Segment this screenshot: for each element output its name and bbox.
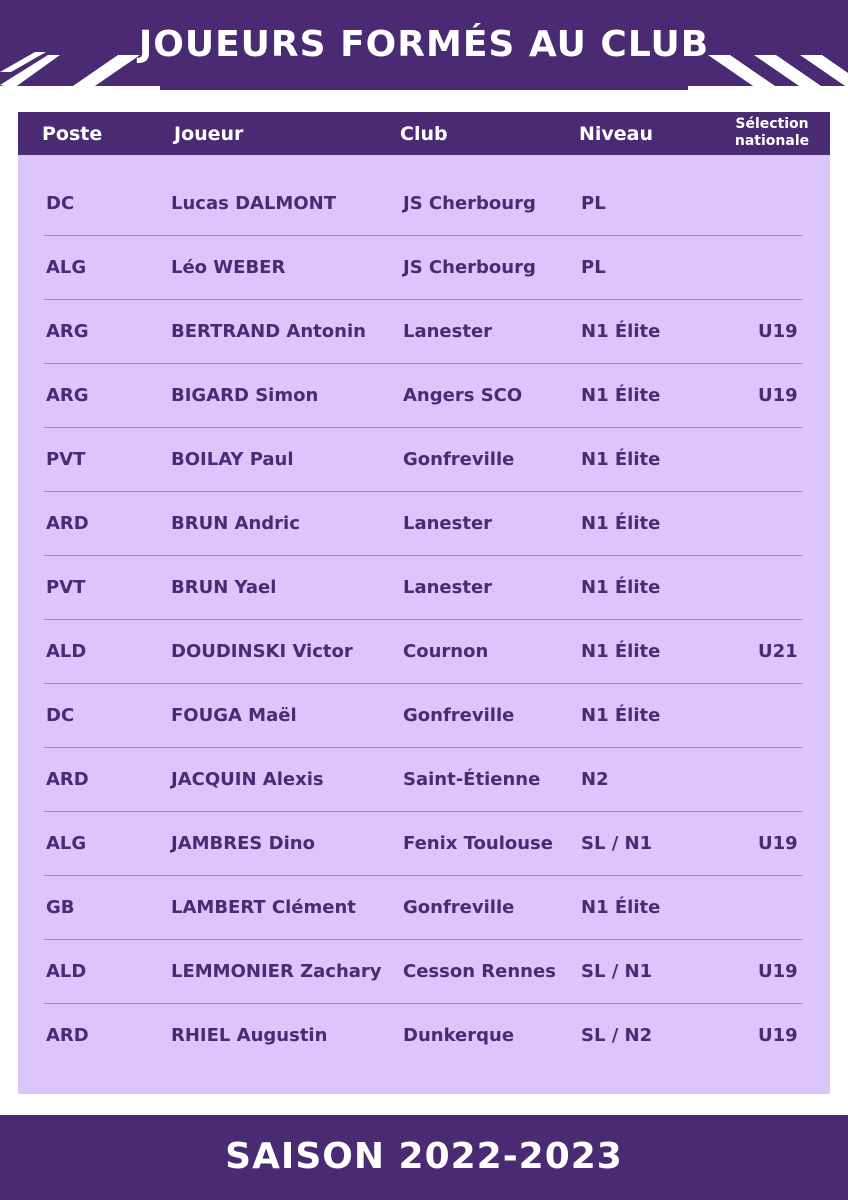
cell-selection: U19 <box>758 320 798 342</box>
table-row <box>18 747 830 811</box>
cell-niveau: N1 Élite <box>581 512 661 534</box>
cell-club: Gonfreville <box>403 896 515 918</box>
players-table <box>18 112 830 1094</box>
table-row <box>18 939 830 1003</box>
table-row <box>18 299 830 363</box>
cell-club: Saint-Étienne <box>403 768 541 790</box>
cell-joueur: LAMBERT Clément <box>171 896 356 918</box>
page-title: JOUEURS FORMÉS AU CLUB <box>138 24 710 65</box>
header-joueur: Joueur <box>174 122 244 145</box>
cell-club: JS Cherbourg <box>403 192 536 214</box>
cell-joueur: BERTRAND Antonin <box>171 320 366 342</box>
cell-club: Lanester <box>403 512 493 534</box>
cell-joueur: JACQUIN Alexis <box>171 768 324 790</box>
table-row <box>18 171 830 235</box>
cell-joueur: LEMMONIER Zachary <box>171 960 382 982</box>
cell-poste: ALD <box>46 640 87 662</box>
cell-poste: ARD <box>46 768 89 790</box>
header-selection <box>722 116 822 150</box>
cell-club: Gonfreville <box>403 704 515 726</box>
cell-joueur: Léo WEBER <box>171 256 286 278</box>
cell-niveau: N1 Élite <box>581 448 661 470</box>
cell-niveau: N1 Élite <box>581 320 661 342</box>
cell-club: Lanester <box>403 576 493 598</box>
cell-poste: ARG <box>46 384 89 406</box>
header-selection-line1: Sélection <box>735 116 809 132</box>
cell-joueur: Lucas DALMONT <box>171 192 336 214</box>
cell-selection: U19 <box>758 832 798 854</box>
cell-poste: ARD <box>46 512 89 534</box>
cell-club: JS Cherbourg <box>403 256 536 278</box>
cell-selection: U19 <box>758 1024 798 1046</box>
header-selection-line2: nationale <box>734 133 810 149</box>
cell-niveau: SL / N1 <box>581 960 653 982</box>
cell-joueur: BIGARD Simon <box>171 384 319 406</box>
cell-club: Fenix Toulouse <box>403 832 553 854</box>
cell-niveau: N1 Élite <box>581 640 661 662</box>
season-label: SAISON 2022-2023 <box>225 1136 623 1177</box>
cell-selection: U19 <box>758 384 798 406</box>
cell-niveau: PL <box>581 192 606 214</box>
table-header <box>18 112 830 155</box>
cell-niveau: SL / N1 <box>581 832 653 854</box>
cell-joueur: BOILAY Paul <box>171 448 294 470</box>
cell-niveau: N1 Élite <box>581 576 661 598</box>
cell-selection: U19 <box>758 960 798 982</box>
cell-poste: ALG <box>46 256 87 278</box>
cell-niveau: PL <box>581 256 606 278</box>
cell-club: Dunkerque <box>403 1024 515 1046</box>
cell-niveau: N1 Élite <box>581 896 661 918</box>
table-row <box>18 555 830 619</box>
cell-niveau: N1 Élite <box>581 704 661 726</box>
table-row <box>18 683 830 747</box>
cell-poste: ARG <box>46 320 89 342</box>
table-row <box>18 491 830 555</box>
header-niveau: Niveau <box>579 122 654 145</box>
header-club: Club <box>400 122 448 145</box>
cell-club: Cesson Rennes <box>403 960 556 982</box>
table-row <box>18 235 830 299</box>
cell-niveau: N1 Élite <box>581 384 661 406</box>
table-row <box>18 811 830 875</box>
table-row <box>18 1003 830 1067</box>
cell-poste: PVT <box>46 576 86 598</box>
cell-poste: GB <box>46 896 75 918</box>
cell-club: Gonfreville <box>403 448 515 470</box>
header-poste: Poste <box>42 122 103 145</box>
cell-joueur: FOUGA Maël <box>171 704 297 726</box>
cell-club: Cournon <box>403 640 489 662</box>
cell-selection: U21 <box>758 640 798 662</box>
cell-joueur: BRUN Andric <box>171 512 300 534</box>
table-row <box>18 427 830 491</box>
cell-poste: DC <box>46 704 75 726</box>
cell-joueur: DOUDINSKI Victor <box>171 640 353 662</box>
cell-poste: ARD <box>46 1024 89 1046</box>
table-row <box>18 875 830 939</box>
cell-niveau: SL / N2 <box>581 1024 653 1046</box>
cell-poste: PVT <box>46 448 86 470</box>
cell-joueur: JAMBRES Dino <box>171 832 315 854</box>
cell-niveau: N2 <box>581 768 609 790</box>
cell-joueur: BRUN Yael <box>171 576 277 598</box>
table-row <box>18 619 830 683</box>
cell-poste: ALD <box>46 960 87 982</box>
cell-club: Lanester <box>403 320 493 342</box>
cell-poste: ALG <box>46 832 87 854</box>
cell-poste: DC <box>46 192 75 214</box>
table-row <box>18 363 830 427</box>
cell-joueur: RHIEL Augustin <box>171 1024 328 1046</box>
cell-club: Angers SCO <box>403 384 523 406</box>
